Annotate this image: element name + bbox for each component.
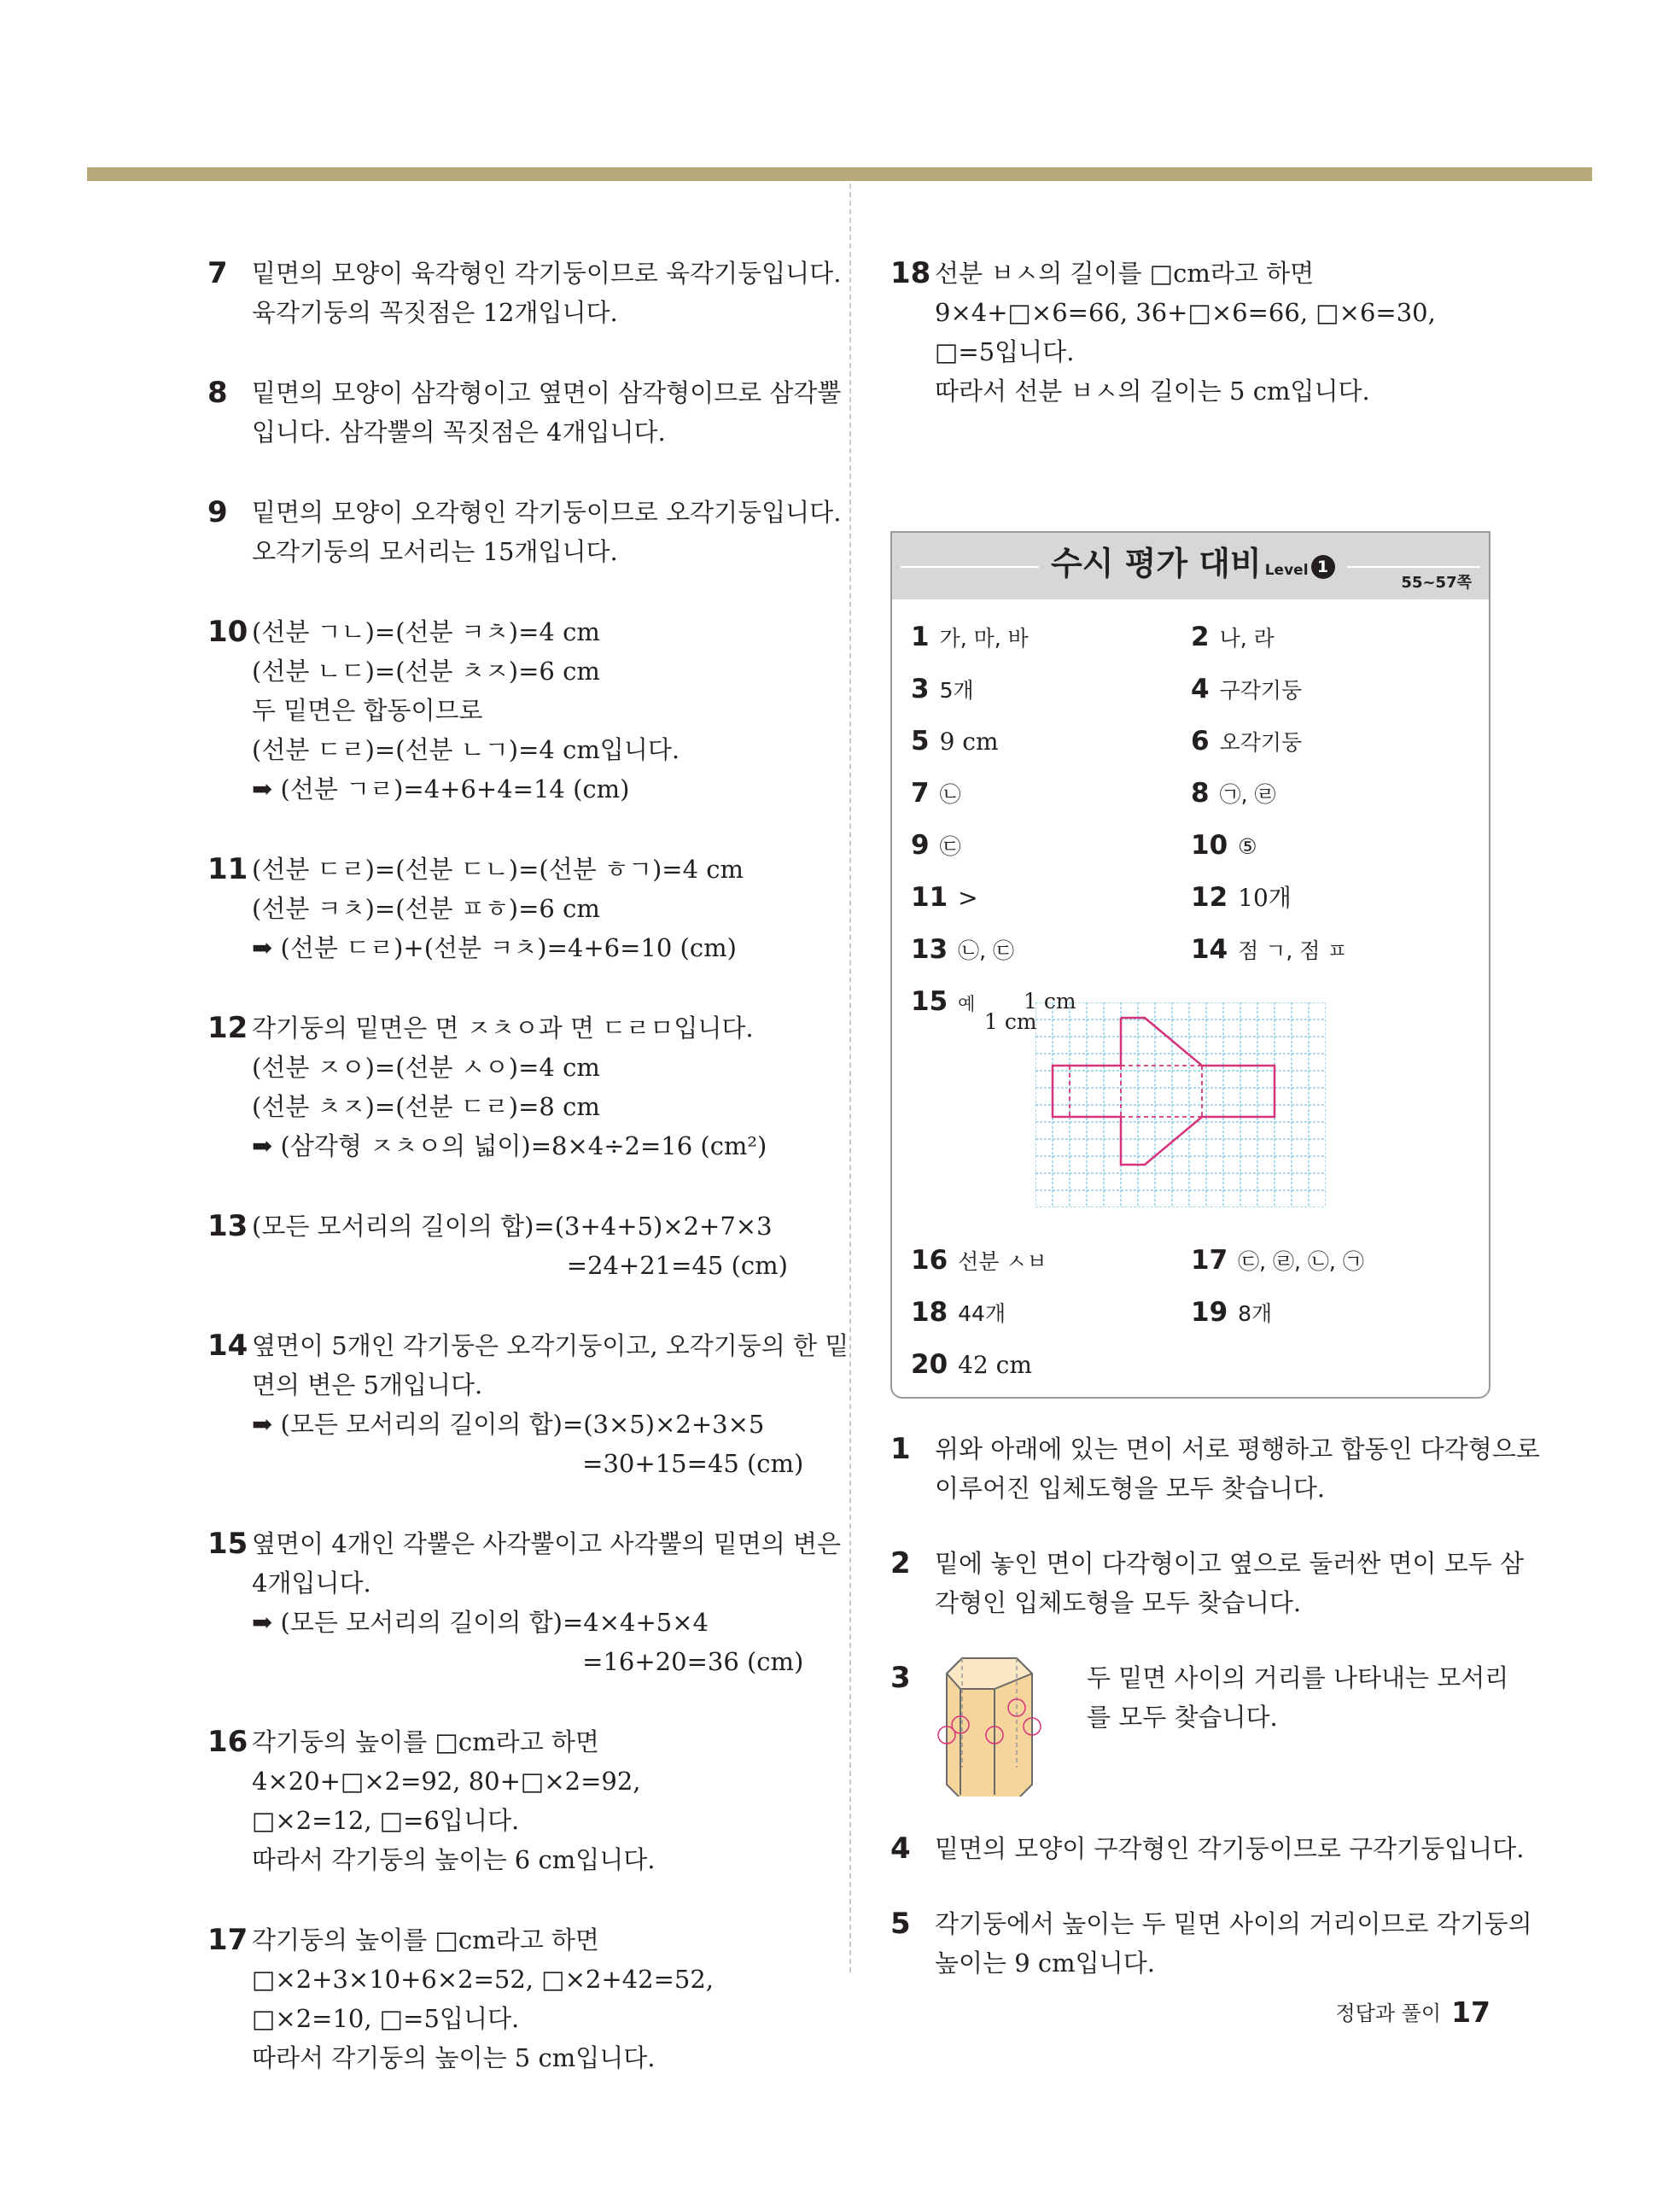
problem-number: 10 — [207, 615, 248, 649]
solution-line: =24+21=45 (cm) — [252, 1251, 788, 1280]
net-outline — [1053, 1018, 1275, 1165]
solution-line: (선분 ㄴㄷ)=(선분 ㅊㅈ)=6 cm — [252, 657, 600, 686]
solution-line: 높이는 9 cm입니다. — [935, 1949, 1155, 1978]
solution-line: 밑면의 모양이 구각형인 각기둥이므로 구각기둥입니다. — [935, 1834, 1525, 1863]
panel-explanations — [890, 1429, 1540, 2024]
answer-12: 12 10개 — [1191, 882, 1292, 913]
solution-line: 면의 변은 5개입니다. — [252, 1370, 483, 1399]
problem-number: 5 — [890, 1907, 911, 1941]
solution-line: □=5입니다. — [935, 337, 1075, 366]
answer-17: 17 ㉢, ㉣, ㉡, ㉠ — [1191, 1245, 1364, 1276]
solution-line: =16+20=36 (cm) — [252, 1647, 804, 1676]
answer-16: 16 선분 ㅅㅂ — [911, 1245, 1047, 1276]
problem-number: 7 — [207, 256, 228, 290]
solution-line: 9×4+□×6=66, 36+□×6=66, □×6=30, — [935, 298, 1436, 327]
solution-18 — [890, 254, 1505, 452]
solution-line: (모든 모서리의 길이의 합)=(3+4+5)×2+7×3 — [252, 1212, 773, 1241]
answer-9: 9 ㉢ — [911, 830, 961, 861]
problem-number: 9 — [207, 495, 228, 529]
solution-8 — [207, 373, 842, 452]
solution-line: 각기둥의 높이를 □cm라고 하면 — [252, 1727, 599, 1756]
solution-line: 선분 ㅂㅅ의 길이를 □cm라고 하면 — [935, 259, 1315, 288]
page-range: 55~57쪽 — [1401, 574, 1472, 592]
solution-line: 따라서 선분 ㅂㅅ의 길이는 5 cm입니다. — [935, 377, 1370, 406]
explanation-3 — [890, 1658, 1509, 1800]
solution-line: (선분 ㄷㄹ)=(선분 ㄷㄴ)=(선분 ㅎㄱ)=4 cm — [252, 855, 744, 884]
solution-line: 입니다. 삼각뿔의 꼭짓점은 4개입니다. — [252, 418, 666, 447]
solution-line: 위와 아래에 있는 면이 서로 평행하고 합동인 다각형으로 — [935, 1434, 1540, 1464]
panel-title: 수시 평가 대비 Level 1 — [1039, 540, 1347, 587]
answer-13: 13 ㉡, ㉢ — [911, 934, 1015, 965]
explanation-5 — [890, 1904, 1532, 1983]
solution-line: 이루어진 입체도형을 모두 찾습니다. — [935, 1474, 1326, 1503]
answer-6: 6 오각기둥 — [1191, 726, 1303, 757]
solution-line: 각형인 입체도형을 모두 찾습니다. — [935, 1588, 1302, 1617]
solution-line: ➡ (모든 모서리의 길이의 합)=(3×5)×2+3×5 — [252, 1410, 765, 1439]
solution-line: (선분 ㅈㅇ)=(선분 ㅅㅇ)=4 cm — [252, 1053, 600, 1082]
answer-20: 20 42 cm — [911, 1349, 1032, 1380]
problem-number: 13 — [207, 1209, 248, 1243]
column-divider — [849, 184, 851, 1972]
problem-number: 18 — [890, 256, 931, 290]
solution-9 — [207, 493, 842, 571]
answer-7: 7 ㉡ — [911, 778, 961, 809]
prism-net-figure — [1035, 1002, 1326, 1207]
level-number-badge: 1 — [1311, 555, 1335, 579]
solution-line: 밑에 놓인 면이 다각형이고 옆으로 둘러싼 면이 모두 삼 — [935, 1549, 1525, 1578]
solution-15 — [207, 1524, 842, 1681]
assessment-answer-panel — [890, 531, 1490, 1399]
panel-header — [892, 533, 1489, 599]
answer-4: 4 구각기둥 — [1191, 674, 1303, 704]
explanation-1 — [890, 1429, 1540, 1508]
problem-number: 14 — [207, 1329, 248, 1363]
solution-line: 밑면의 모양이 육각형인 각기둥이므로 육각기둥입니다. — [252, 259, 842, 288]
level-label: Level — [1264, 562, 1309, 579]
solution-line: 두 밑면은 합동이므로 — [252, 696, 483, 725]
problem-number: 3 — [890, 1661, 911, 1695]
solution-line: □×2=12, □=6입니다. — [252, 1806, 520, 1835]
answer-19: 19 8개 — [1191, 1297, 1273, 1328]
explanation-2 — [890, 1544, 1525, 1622]
problem-number: 8 — [207, 376, 228, 410]
header-rule — [87, 167, 1592, 181]
answer-18: 18 44개 — [911, 1297, 1006, 1328]
solution-line: 4×20+□×2=92, 80+□×2=92, — [252, 1767, 641, 1796]
solution-line: =30+15=45 (cm) — [252, 1449, 804, 1478]
solution-line: 각기둥에서 높이는 두 밑면 사이의 거리이므로 각기둥의 — [935, 1909, 1532, 1938]
problem-number: 15 — [207, 1527, 248, 1561]
solution-10 — [207, 612, 822, 809]
solution-13 — [207, 1207, 822, 1285]
solution-16 — [207, 1722, 822, 1879]
answer-3: 3 5개 — [911, 674, 974, 704]
problem-number: 16 — [207, 1725, 248, 1759]
answer-15: 15 예 — [911, 986, 976, 1017]
solution-11 — [207, 850, 822, 967]
answer-11: 11 > — [911, 882, 978, 913]
solution-line: ➡ (선분 ㄱㄹ)=4+6+4=14 (cm) — [252, 774, 630, 803]
solution-line: 옆면이 5개인 각기둥은 오각기둥이고, 오각기둥의 한 밑 — [252, 1331, 849, 1360]
page-number: 17 — [1451, 1995, 1490, 2029]
solution-line: (선분 ㅊㅈ)=(선분 ㄷㄹ)=8 cm — [252, 1092, 600, 1121]
hexagonal-prism-figure — [935, 1656, 1046, 1797]
grid-unit-vertical: 1 cm — [984, 1009, 1037, 1034]
answer-14: 14 점 ㄱ, 점 ㅍ — [1191, 934, 1348, 965]
problem-number: 4 — [890, 1832, 911, 1866]
solution-line: (선분 ㄷㄹ)=(선분 ㄴㄱ)=4 cm입니다. — [252, 735, 680, 764]
problem-number: 11 — [207, 852, 248, 886]
solution-line: 오각기둥의 모서리는 15개입니다. — [252, 537, 618, 566]
solution-line: (선분 ㄱㄴ)=(선분 ㅋㅊ)=4 cm — [252, 617, 600, 646]
solution-line: 따라서 각기둥의 높이는 5 cm입니다. — [252, 2043, 656, 2072]
left-column — [207, 254, 849, 2118]
solution-14 — [207, 1326, 849, 1483]
net-on-grid — [1035, 1002, 1326, 1207]
footer-label: 정답과 풀이 — [1335, 2001, 1442, 2025]
problem-number: 2 — [890, 1546, 911, 1580]
answer-8: 8 ㉠, ㉣ — [1191, 778, 1276, 809]
solution-line: 를 모두 찾습니다. — [1087, 1703, 1278, 1732]
problem-number: 12 — [207, 1011, 248, 1045]
solution-line: ➡ (모든 모서리의 길이의 합)=4×4+5×4 — [252, 1608, 709, 1637]
answer-10: 10 ⑤ — [1191, 830, 1257, 861]
solution-line: □×2=10, □=5입니다. — [252, 2004, 520, 2033]
answer-5: 5 9 cm — [911, 726, 999, 757]
page-footer — [1336, 1995, 1491, 2030]
solution-line: 각기둥의 밑면은 면 ㅈㅊㅇ과 면 ㄷㄹㅁ입니다. — [252, 1014, 754, 1043]
answer-2: 2 나, 라 — [1191, 622, 1275, 652]
solution-line: ➡ (삼각형 ㅈㅊㅇ의 넓이)=8×4÷2=16 (cm²) — [252, 1131, 767, 1160]
answer-1: 1 가, 마, 바 — [911, 622, 1029, 652]
solution-line: (선분 ㅋㅊ)=(선분 ㅍㅎ)=6 cm — [252, 894, 600, 923]
solution-line: 육각기둥의 꼭짓점은 12개입니다. — [252, 298, 618, 327]
solution-line: □×2+3×10+6×2=52, □×2+42=52, — [252, 1965, 715, 1994]
solution-17 — [207, 1920, 822, 2077]
explanation-4 — [890, 1829, 1525, 1868]
solution-line: 밑면의 모양이 오각형인 각기둥이므로 오각기둥입니다. — [252, 498, 842, 527]
solution-12 — [207, 1008, 822, 1166]
solution-line: 따라서 각기둥의 높이는 6 cm입니다. — [252, 1845, 656, 1874]
problem-number: 17 — [207, 1923, 248, 1957]
solution-7 — [207, 254, 842, 332]
solution-line: 4개입니다. — [252, 1569, 371, 1598]
solution-line: 두 밑면 사이의 거리를 나타내는 모서리 — [1087, 1663, 1509, 1692]
solution-line: 옆면이 4개인 각뿔은 사각뿔이고 사각뿔의 밑면의 변은 — [252, 1529, 842, 1558]
grid-unit-horizontal: 1 cm — [1024, 989, 1076, 1014]
solution-line: ➡ (선분 ㄷㄹ)+(선분 ㅋㅊ)=4+6=10 (cm) — [252, 933, 737, 962]
solution-line: 각기둥의 높이를 □cm라고 하면 — [252, 1925, 599, 1954]
problem-number: 1 — [890, 1432, 911, 1466]
solution-line: 밑면의 모양이 삼각형이고 옆면이 삼각형이므로 삼각뿔 — [252, 378, 842, 407]
